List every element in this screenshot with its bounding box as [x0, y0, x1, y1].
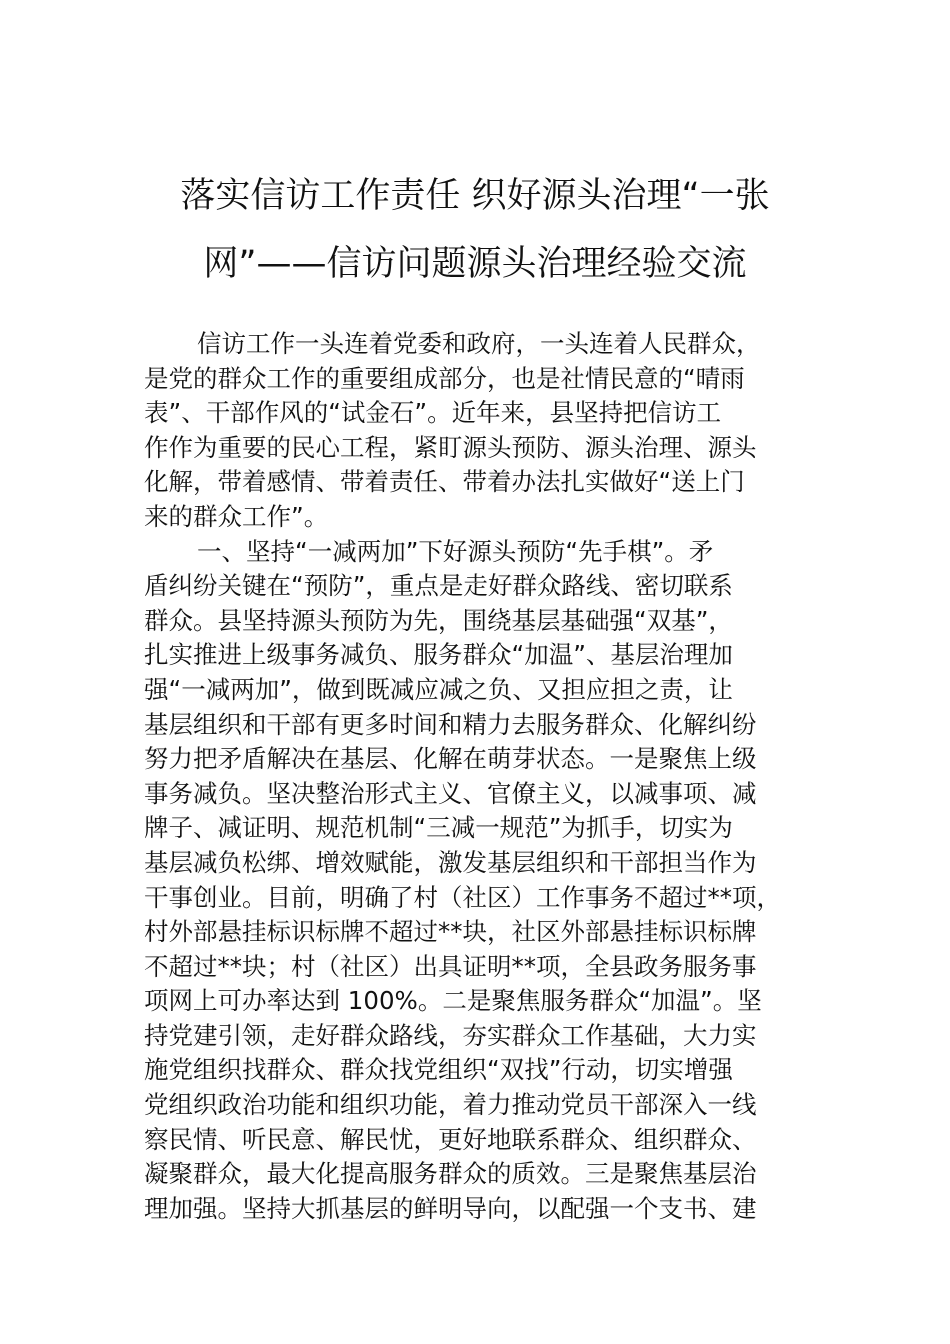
- paragraph-line: 表”、干部作风的“试金石”。近年来，县坚持把信访工: [144, 398, 722, 428]
- paragraph-line: 群众。县坚持源头预防为先，围绕基层基础强“双基”，: [144, 605, 733, 635]
- paragraph-line: 理加强。坚持大抓基层的鲜明导向，以配强一个支书、建: [144, 1193, 757, 1223]
- paragraph-line: 项网上可办率达到 100%。二是聚焦服务群众“加温”。坚: [144, 986, 762, 1016]
- paragraph-line: 化解，带着感情、带着责任、带着办法扎实做好“送上门: [144, 467, 745, 497]
- paragraph-line: 党组织政治功能和组织功能，着力推动党员干部深入一线: [144, 1090, 757, 1120]
- document-body: [144, 327, 844, 1226]
- document-title: [110, 162, 840, 298]
- title-line: 落实信访工作责任 织好源头治理“一张: [180, 176, 770, 216]
- paragraph-line: 基层减负松绑、增效赋能，激发基层组织和干部担当作为: [144, 847, 757, 877]
- paragraph-line: 干事创业。目前，明确了村（社区）工作事务不超过**项，: [144, 882, 781, 912]
- paragraph-line: 村外部悬挂标识标牌不超过**块，社区外部悬挂标识标牌: [144, 917, 757, 947]
- paragraph-line: 不超过**块；村（社区）出具证明**项，全县政务服务事: [144, 951, 757, 981]
- paragraph-line: 作作为重要的民心工程，紧盯源头预防、源头治理、源头: [144, 432, 757, 462]
- paragraph-line: 施党组织找群众、群众找党组织“双找”行动，切实增强: [144, 1055, 733, 1085]
- title-line: 网”——信访问题源头治理经验交流: [203, 244, 747, 284]
- paragraph-line: 扎实推进上级事务减负、服务群众“加温”、基层治理加: [144, 640, 733, 670]
- paragraph-line: 盾纠纷关键在“预防”，重点是走好群众路线、密切联系: [144, 571, 733, 601]
- paragraph-line: 凝聚群众，最大化提高服务群众的质效。三是聚焦基层治: [144, 1159, 757, 1189]
- paragraph-line: 察民情、听民意、解民忧，更好地联系群众、组织群众、: [144, 1124, 757, 1154]
- paragraph-line: 一、坚持“一减两加”下好源头预防“先手棋”。矛: [197, 536, 714, 566]
- paragraph-line: 是党的群众工作的重要组成部分，也是社情民意的“晴雨: [144, 363, 745, 393]
- paragraph-line: 努力把矛盾解决在基层、化解在萌芽状态。一是聚焦上级: [144, 744, 757, 774]
- paragraph-line: 信访工作一头连着党委和政府，一头连着人民群众，: [197, 329, 761, 358]
- paragraph-line: 事务减负。坚决整治形式主义、官僚主义，以减事项、减: [144, 778, 757, 808]
- paragraph-line: 强“一减两加”，做到既减应减之负、又担应担之责，让: [144, 674, 733, 704]
- paragraph-line: 来的群众工作”。: [144, 501, 329, 531]
- paragraph-line: 持党建引领，走好群众路线，夯实群众工作基础，大力实: [144, 1020, 757, 1050]
- paragraph-line: 牌子、减证明、规范机制“三减一规范”为抓手，切实为: [144, 813, 733, 843]
- paragraph-line: 基层组织和干部有更多时间和精力去服务群众、化解纠纷: [144, 709, 757, 739]
